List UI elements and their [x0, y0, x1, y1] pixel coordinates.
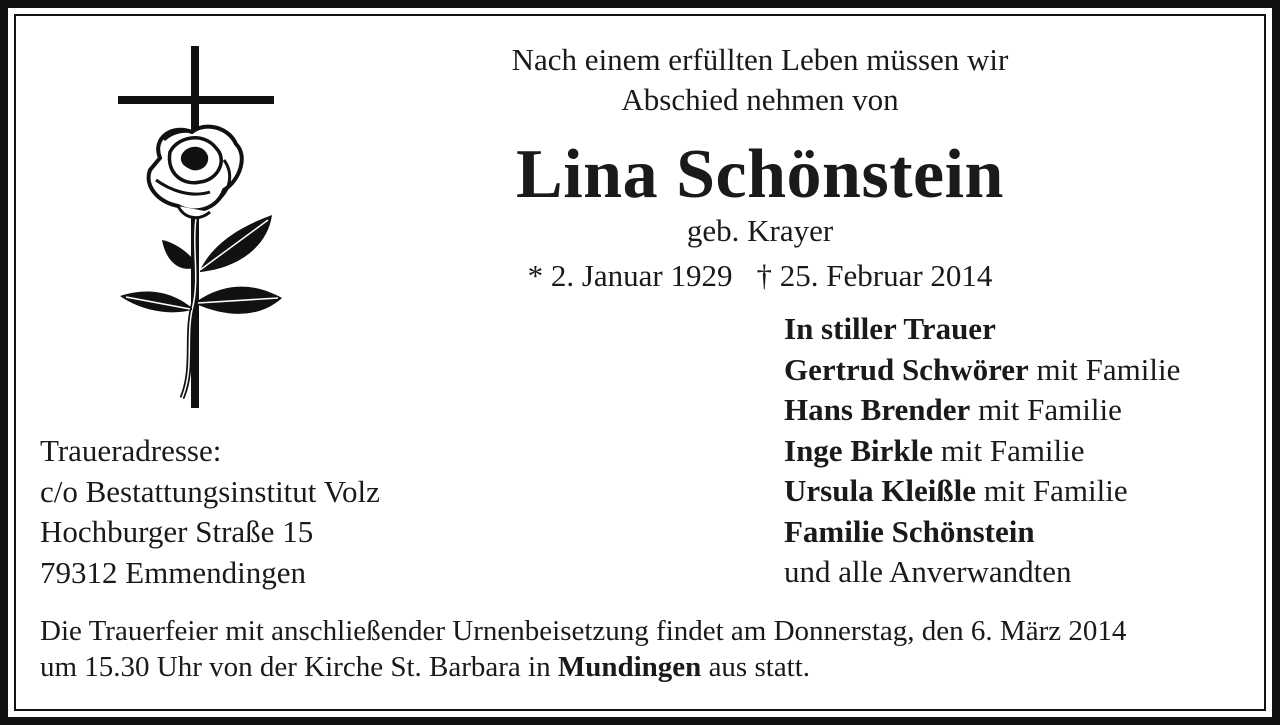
ceremony-place: Mundingen: [557, 651, 702, 683]
mourner-suffix: mit Familie: [932, 432, 1085, 468]
ceremony-line-1: Die Trauerfeier mit anschließender Urnenbeisetzung findet am Donnerstag, den 6. März 2014: [40, 615, 1127, 647]
mourning-address: [40, 431, 380, 593]
mourner-name: Inge Birkle: [784, 432, 933, 468]
mourner-suffix: mit Familie: [970, 392, 1122, 427]
mourner-entry: [784, 350, 1180, 391]
birth-date: * 2. Januar 1929: [527, 258, 733, 293]
mourner-entry: [784, 390, 1180, 431]
mourner-name: Hans Brender: [784, 392, 971, 427]
ceremony-notice: [40, 613, 1250, 685]
address-line-1: c/o Bestattungsinstitut Volz: [40, 473, 380, 509]
mourners-heading: In stiller Trauer: [784, 311, 996, 346]
ceremony-line-2: [40, 649, 1250, 685]
mourner-name: Ursula Kleißle: [784, 473, 977, 508]
deceased-name: Lina Schönstein: [516, 136, 1004, 213]
intro-text: [420, 40, 1100, 120]
cross-with-rose-icon: [100, 40, 300, 415]
death-date: † 25. Februar 2014: [756, 258, 993, 293]
mourners-list: [784, 309, 1180, 593]
mourner-name: Familie Schönstein: [784, 513, 1035, 549]
mourners-closing: und alle Anverwandten: [784, 554, 1072, 589]
mourner-name: Gertrud Schwörer: [784, 351, 1029, 387]
mourner-suffix: mit Familie: [1028, 351, 1181, 387]
intro-line-1: Nach einem erfüllten Leben müssen wir: [511, 42, 1009, 77]
intro-line-2: Abschied nehmen von: [621, 82, 899, 117]
address-label: Traueradresse:: [40, 433, 222, 468]
address-line-2: Hochburger Straße 15: [40, 514, 314, 549]
address-line-3: 79312 Emmendingen: [40, 554, 307, 590]
mourner-entry: [784, 512, 1180, 553]
ceremony-line-2-suffix: aus statt.: [701, 651, 811, 683]
ceremony-line-2-prefix: um 15.30 Uhr von der Kirche St. Barbara in: [40, 651, 558, 683]
mourner-suffix: mit Familie: [976, 473, 1128, 508]
maiden-name: geb. Krayer: [686, 213, 834, 248]
life-dates: [420, 256, 1100, 296]
mourner-entry: [784, 431, 1180, 472]
mourner-entry: [784, 471, 1180, 512]
